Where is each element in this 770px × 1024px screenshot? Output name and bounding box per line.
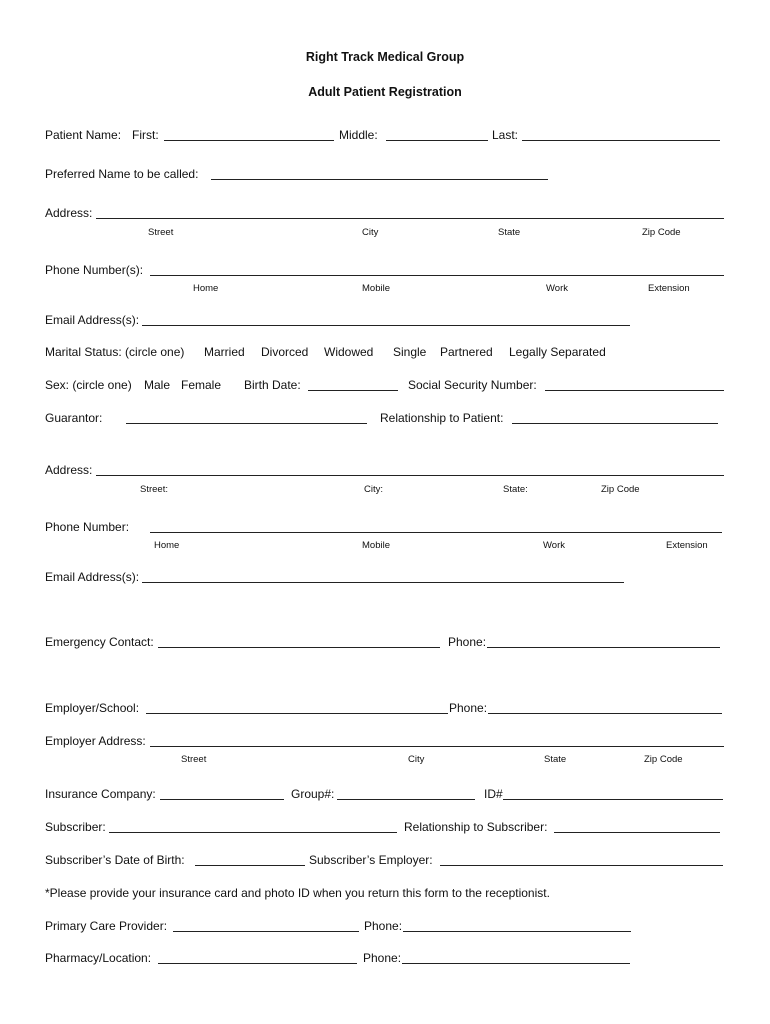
employer-zip-caption: Zip Code [644,754,683,765]
guarantor-phone-mobile-caption: Mobile [362,540,390,551]
preferred-name-field[interactable] [211,179,548,180]
form-title: Adult Patient Registration [308,85,462,99]
insurance-id-field[interactable] [503,799,723,800]
middle-name-label: Middle: [339,128,378,142]
guarantor-label: Guarantor: [45,411,103,425]
sex-option-female[interactable]: Female [181,378,222,392]
employer-state-caption: State [544,754,567,765]
marital-option-partnered[interactable]: Partnered [440,345,493,359]
insurance-company-label: Insurance Company: [45,787,156,801]
marital-status-label: Marital Status: (circle one) [45,345,185,359]
relationship-to-subscriber-label: Relationship to Subscriber: [404,820,548,834]
subscriber-field[interactable] [109,832,397,833]
address-zip-caption: Zip Code [642,227,681,238]
address-street-caption: Street [148,227,174,238]
pharmacy-label: Pharmacy/Location: [45,951,152,965]
middle-name-field[interactable] [386,140,488,141]
relationship-to-subscriber-field[interactable] [554,832,720,833]
primary-care-provider-label: Primary Care Provider: [45,919,168,933]
primary-care-provider-field[interactable] [173,931,359,932]
subscriber-employer-label: Subscriber’s Employer: [309,853,433,867]
emergency-contact-field[interactable] [158,647,440,648]
emergency-contact-label: Emergency Contact: [45,635,154,649]
phone-numbers-label: Phone Number(s): [45,263,144,277]
subscriber-label: Subscriber: [45,820,106,834]
subscriber-dob-label: Subscriber’s Date of Birth: [45,853,185,867]
marital-option-divorced[interactable]: Divorced [261,345,309,359]
insurance-id-label: ID# [484,787,503,801]
first-name-field[interactable] [164,140,334,141]
subscriber-employer-field[interactable] [440,865,723,866]
guarantor-street-caption: Street: [140,484,168,495]
email-label: Email Address(s): [45,313,140,327]
phone-mobile-caption: Mobile [362,283,390,294]
birth-date-field[interactable] [308,390,398,391]
insurance-card-notice: *Please provide your insurance card and photo ID when you return this form to the receptionist. [45,886,550,900]
marital-option-married[interactable]: Married [204,345,245,359]
patient-name-label: Patient Name: [45,128,122,142]
guarantor-address-field[interactable] [96,475,724,476]
pharmacy-phone-field[interactable] [402,963,630,964]
phone-numbers-field[interactable] [150,275,724,276]
subscriber-dob-field[interactable] [195,865,305,866]
pharmacy-phone-label: Phone: [363,951,402,965]
ssn-label: Social Security Number: [408,378,537,392]
employer-phone-label: Phone: [449,701,488,715]
guarantor-address-label: Address: [45,463,93,477]
guarantor-phone-work-caption: Work [543,540,565,551]
pcp-phone-label: Phone: [364,919,403,933]
sex-option-male[interactable]: Male [144,378,171,392]
group-number-field[interactable] [337,799,475,800]
address-state-caption: State [498,227,521,238]
group-number-label: Group#: [291,787,335,801]
marital-option-widowed[interactable]: Widowed [324,345,374,359]
insurance-company-field[interactable] [160,799,284,800]
marital-option-legally-separated[interactable]: Legally Separated [509,345,606,359]
employer-street-caption: Street [181,754,207,765]
guarantor-state-caption: State: [503,484,528,495]
phone-extension-caption: Extension [648,283,690,294]
guarantor-city-caption: City: [364,484,383,495]
address-city-caption: City [362,227,379,238]
address-label: Address: [45,206,93,220]
employer-phone-field[interactable] [488,713,722,714]
guarantor-phone-label: Phone Number: [45,520,130,534]
address-field[interactable] [96,218,724,219]
preferred-name-label: Preferred Name to be called: [45,167,199,181]
guarantor-phone-field[interactable] [150,532,722,533]
last-name-label: Last: [492,128,519,142]
ssn-field[interactable] [545,390,724,391]
pharmacy-field[interactable] [158,963,357,964]
emergency-phone-label: Phone: [448,635,487,649]
emergency-phone-field[interactable] [487,647,720,648]
guarantor-email-field[interactable] [142,582,624,583]
marital-option-single[interactable]: Single [393,345,427,359]
first-name-label: First: [132,128,159,142]
phone-work-caption: Work [546,283,568,294]
relationship-to-patient-label: Relationship to Patient: [380,411,504,425]
sex-label: Sex: (circle one) [45,378,132,392]
employer-city-caption: City [408,754,425,765]
org-name: Right Track Medical Group [305,50,465,64]
guarantor-phone-extension-caption: Extension [666,540,708,551]
pcp-phone-field[interactable] [403,931,631,932]
phone-home-caption: Home [193,283,219,294]
guarantor-field[interactable] [126,423,367,424]
email-field[interactable] [142,325,630,326]
employer-address-label: Employer Address: [45,734,146,748]
birth-date-label: Birth Date: [244,378,301,392]
guarantor-phone-home-caption: Home [154,540,180,551]
guarantor-email-label: Email Address(s): [45,570,140,584]
last-name-field[interactable] [522,140,720,141]
employer-address-field[interactable] [150,746,724,747]
guarantor-zip-caption: Zip Code [601,484,640,495]
employer-field[interactable] [146,713,448,714]
employer-label: Employer/School: [45,701,140,715]
relationship-to-patient-field[interactable] [512,423,718,424]
